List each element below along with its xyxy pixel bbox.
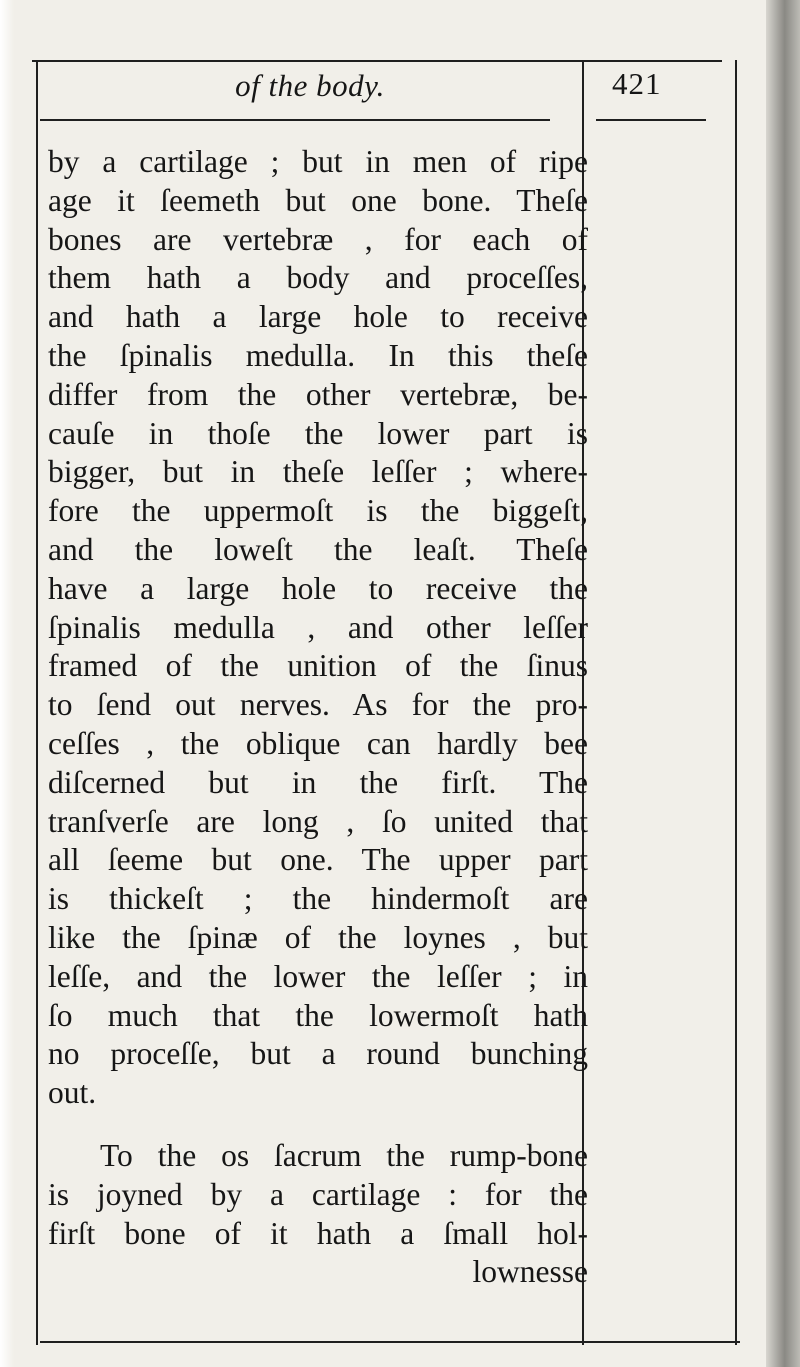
text-line: is joyned by a cartilage : for the (48, 1176, 588, 1212)
text-line: and the loweſt the leaſt. Theſe (48, 531, 588, 567)
text-line: by a cartilage ; but in men of ripe (48, 144, 588, 179)
text-line: leſſe, and the lower the leſſer ; in (48, 958, 588, 994)
text-line: age it ſeemeth but one bone. Theſe (48, 182, 588, 218)
text-line: the ſpinalis medulla. In this theſe (48, 337, 588, 373)
text-line: and hath a large hole to receive (48, 299, 588, 335)
text-line: bigger, but in theſe leſſer ; where- (48, 454, 588, 490)
text-line: to ſend out nerves. As for the pro- (48, 687, 588, 723)
text-line: like the ſpinæ of the loynes , but (48, 919, 588, 955)
text-line: tranſverſe are long , ſo united that (48, 803, 588, 839)
text-line: cauſe in thoſe the lower part is (48, 415, 588, 451)
top-frame-rule (32, 60, 722, 62)
text-line: ſpinalis medulla , and other leſſer (48, 609, 588, 645)
text-line: is thickeſt ; the hindermoſt are (48, 881, 588, 917)
text-line: bones are vertebræ , for each of (48, 221, 588, 257)
left-frame-rule (36, 60, 38, 1345)
catchword: lownesse (472, 1254, 588, 1290)
body-text (48, 143, 588, 1292)
text-line: no proceſſe, but a round bunching (48, 1036, 588, 1072)
text-line: ſo much that the lowermoſt hath (48, 997, 588, 1033)
text-line: all ſeeme but one. The upper part (48, 842, 588, 878)
text-line: differ from the other vertebræ, be- (48, 376, 588, 412)
text-line: framed of the unition of the ſinus (48, 648, 588, 684)
text-line: ceſſes , the oblique can hardly bee (48, 725, 588, 761)
text-line: fore the uppermoſt is the biggeſt, (48, 493, 588, 529)
page-number: 421 (612, 66, 662, 101)
header-underline-left (40, 119, 550, 121)
header-underline-right (596, 119, 706, 121)
book-fore-edge (766, 0, 800, 1367)
text-line: diſcerned but in the firſt. The (48, 764, 588, 800)
text-line: To the os ſacrum the rump-bone (100, 1137, 588, 1173)
bottom-frame-rule (40, 1341, 740, 1343)
page-left-edge (0, 0, 14, 1367)
text-line: out. (48, 1075, 97, 1111)
right-frame-rule (735, 60, 737, 1345)
running-title: of the body. (235, 68, 385, 103)
text-line: have a large hole to receive the (48, 570, 588, 606)
text-line: them hath a body and proceſſes, (48, 260, 588, 296)
text-line: firſt bone of it hath a ſmall hol- (48, 1215, 588, 1251)
